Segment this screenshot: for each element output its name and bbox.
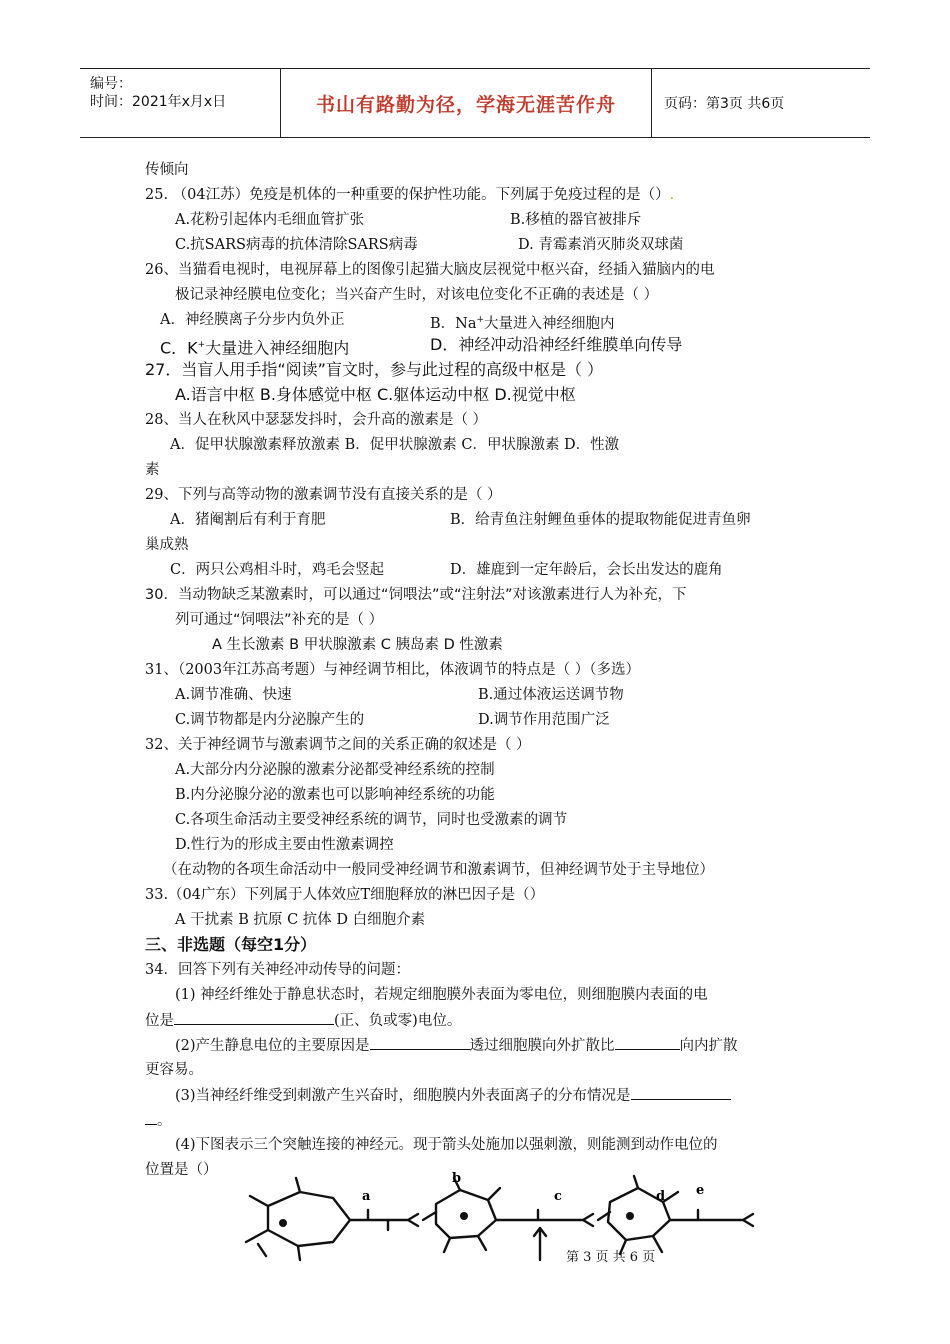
q26-b-post: 大量进入神经细胞内 xyxy=(484,315,615,332)
q30-stem-2: 列可通过“饲喂法”补充的是（ ） xyxy=(175,612,384,628)
q34-2-post: 向内扩散 xyxy=(679,1038,738,1054)
date-label: 时间：2021年x月x日 xyxy=(90,94,227,110)
answer-blank-3[interactable] xyxy=(615,1035,680,1050)
q29-option-d: D．雄鹿到一定年龄后，会长出发达的鹿角 xyxy=(450,562,723,578)
page-header xyxy=(80,68,870,138)
dot-mark: . xyxy=(669,187,675,203)
q34-3-text: (3)当神经纤维受到刺激产生兴奋时，细胞膜内外表面离子的分布情况是 xyxy=(175,1088,631,1104)
section-3-title: 三、非选题（每空1分） xyxy=(145,935,317,954)
q34-2-mid: 透过细胞膜向外扩散比 xyxy=(469,1038,615,1054)
label-b: b xyxy=(452,1171,462,1186)
q31-option-c: C.调节物都是内分泌腺产生的 xyxy=(175,712,365,728)
q29-stem: 29、下列与高等动物的激素调节没有直接关系的是（ ） xyxy=(145,487,502,503)
q27-options: A.语言中枢 B.身体感觉中枢 C.躯体运动中枢 D.视觉中枢 xyxy=(175,385,576,404)
q30-stem: 30．当动物缺乏某激素时，可以通过“饲喂法”或“注射法”对该激素进行人为补充，下 xyxy=(145,587,687,603)
q26-stem-2: 极记录神经膜电位变化；当兴奋产生时，对该电位变化不正确的表述是（ ） xyxy=(175,287,659,303)
q29-option-b: B．给青鱼注射鲤鱼垂体的提取物能促进青鱼卵 xyxy=(450,512,751,528)
q34-part-2 xyxy=(175,1035,738,1056)
neuron-diagram xyxy=(238,1168,778,1264)
q32-option-a: A.大部分内分泌腺的激素分泌都受神经系统的控制 xyxy=(175,762,495,778)
nucleus-3 xyxy=(626,1212,634,1220)
q26-option-a: A．神经膜离子分步内负外正 xyxy=(160,312,345,328)
q25-option-c: C.抗SARS病毒的抗体清除SARS病毒 xyxy=(175,237,418,253)
q29-option-b-cont: 巢成熟 xyxy=(145,537,189,553)
q32-option-c: C.各项生命活动主要受神经系统的调节，同时也受激素的调节 xyxy=(175,812,568,828)
nucleus-2 xyxy=(460,1212,468,1220)
neuron-3-dendrites xyxy=(598,1176,678,1254)
line-continuation: 传倾向 xyxy=(145,162,189,178)
label-a: a xyxy=(362,1189,371,1204)
q34-3-end: 。 xyxy=(157,1113,172,1129)
q25-stem xyxy=(145,185,674,205)
neuron-1-axon xyxy=(350,1210,418,1230)
stimulus-arrow xyxy=(534,1228,546,1260)
label-e: e xyxy=(696,1183,705,1198)
q33-options: A 干扰素 B 抗原 C 抗体 D 白细胞介素 xyxy=(175,912,426,928)
answer-blank-1[interactable] xyxy=(174,1010,334,1025)
q34-part-4-cont: 位置是（） xyxy=(145,1162,218,1178)
q28-stem: 28、当人在秋风中瑟瑟发抖时，会升高的激素是（ ） xyxy=(145,412,488,428)
q34-part-3 xyxy=(175,1085,731,1106)
page-footer: 第 3 页 共 6 页 xyxy=(566,1250,656,1265)
q26-stem: 26、当猫看电视时，电视屏幕上的图像引起猫大脑皮层视觉中枢兴奋，经插入猫脑内的电 xyxy=(145,262,715,278)
q32-note: （在动物的各项生命活动中一般同受神经调节和激素调节，但神经调节处于主导地位） xyxy=(163,862,714,878)
q26-c-pre: C．K xyxy=(160,338,198,358)
q33-stem: 33.（04广东）下列属于人体效应T细胞释放的淋巴因子是（） xyxy=(145,887,545,903)
q29-option-c: C．两只公鸡相斗时，鸡毛会竖起 xyxy=(170,562,385,578)
q34-2-pre: (2)产生静息电位的主要原因是 xyxy=(175,1038,370,1054)
q32-option-b: B.内分泌腺分泌的激素也可以影响神经系统的功能 xyxy=(175,787,495,803)
answer-blank-4-cont[interactable] xyxy=(145,1110,157,1125)
q34-part-1-cont xyxy=(145,1010,461,1031)
q26-option-c xyxy=(160,335,349,358)
q34-stem: 34．回答下列有关神经冲动传导的问题： xyxy=(145,962,410,978)
q34-part-1: (1) 神经纤维处于静息状态时，若规定细胞膜外表面为零电位，则细胞膜内表面的电 xyxy=(175,987,708,1003)
q26-c-post: 大量进入神经细胞内 xyxy=(205,338,350,358)
number-label: 编号： xyxy=(90,76,132,92)
q25-option-b: B.移植的器官被排斥 xyxy=(510,212,642,228)
header-meta xyxy=(80,69,281,137)
nucleus-1 xyxy=(279,1219,287,1227)
header-motto-cell xyxy=(281,69,652,137)
label-d: d xyxy=(656,1189,666,1204)
q28-options-end: 素 xyxy=(145,462,160,478)
q32-option-d: D.性行为的形成主要由性激素调控 xyxy=(175,837,394,853)
motto: 书山有路勤为径，学海无涯苦作舟 xyxy=(315,93,616,116)
q34-1-pre: 位是 xyxy=(145,1013,174,1029)
answer-blank-2[interactable] xyxy=(370,1035,470,1050)
q25-option-d: D. 青霉素消灭肺炎双球菌 xyxy=(518,237,684,253)
q26-option-b xyxy=(430,310,615,334)
label-c: c xyxy=(554,1189,562,1204)
q34-part-2-cont: 更容易。 xyxy=(145,1062,203,1078)
neuron-1-dendrites xyxy=(246,1178,300,1260)
q26-b-sup: + xyxy=(476,315,485,325)
q26-option-d: D．神经冲动沿神经纤维膜单向传导 xyxy=(430,335,683,354)
q26-c-sup: + xyxy=(197,340,206,350)
q34-1-post: (正、负或零)电位。 xyxy=(334,1013,462,1029)
neuron-2-axon xyxy=(496,1210,593,1226)
q31-option-a: A.调节准确、快速 xyxy=(175,687,292,703)
page-info: 页码：第3页 共6页 xyxy=(664,96,785,112)
neuron-3-axon xyxy=(670,1210,753,1226)
answer-blank-4[interactable] xyxy=(631,1085,731,1100)
q34-part-3-cont xyxy=(145,1110,172,1131)
neuron-1-body xyxy=(268,1192,350,1246)
q31-stem: 31、（2003年江苏高考题）与神经调节相比，体液调节的特点是（ ）（多选） xyxy=(145,662,640,678)
q25-text: 25. （04江苏）免疫是机体的一种重要的保护性功能。下列属于免疫过程的是（） xyxy=(145,187,670,203)
q28-options: A．促甲状腺激素释放激素 B．促甲状腺激素 C．甲状腺激素 D．性激 xyxy=(170,437,620,453)
q32-stem: 32、关于神经调节与激素调节之间的关系正确的叙述是（ ） xyxy=(145,737,531,753)
q30-options: A 生长激素 B 甲状腺激素 C 胰岛素 D 性激素 xyxy=(212,637,503,653)
q25-option-a: A.花粉引起体内毛细血管扩张 xyxy=(175,212,365,228)
q29-option-a: A．猪阉割后有利于育肥 xyxy=(170,512,326,528)
q31-option-d: D.调节作用范围广泛 xyxy=(478,712,610,728)
q34-part-4: (4)下图表示三个突触连接的神经元。现于箭头处施加以强刺激，则能测到动作电位的 xyxy=(175,1137,718,1153)
header-page-cell xyxy=(652,69,870,137)
q31-option-b: B.通过体液运送调节物 xyxy=(478,687,624,703)
q26-b-pre: B．Na xyxy=(430,315,477,332)
q27-stem: 27．当盲人用手指“阅读”盲文时，参与此过程的高级中枢是（ ） xyxy=(145,360,604,379)
